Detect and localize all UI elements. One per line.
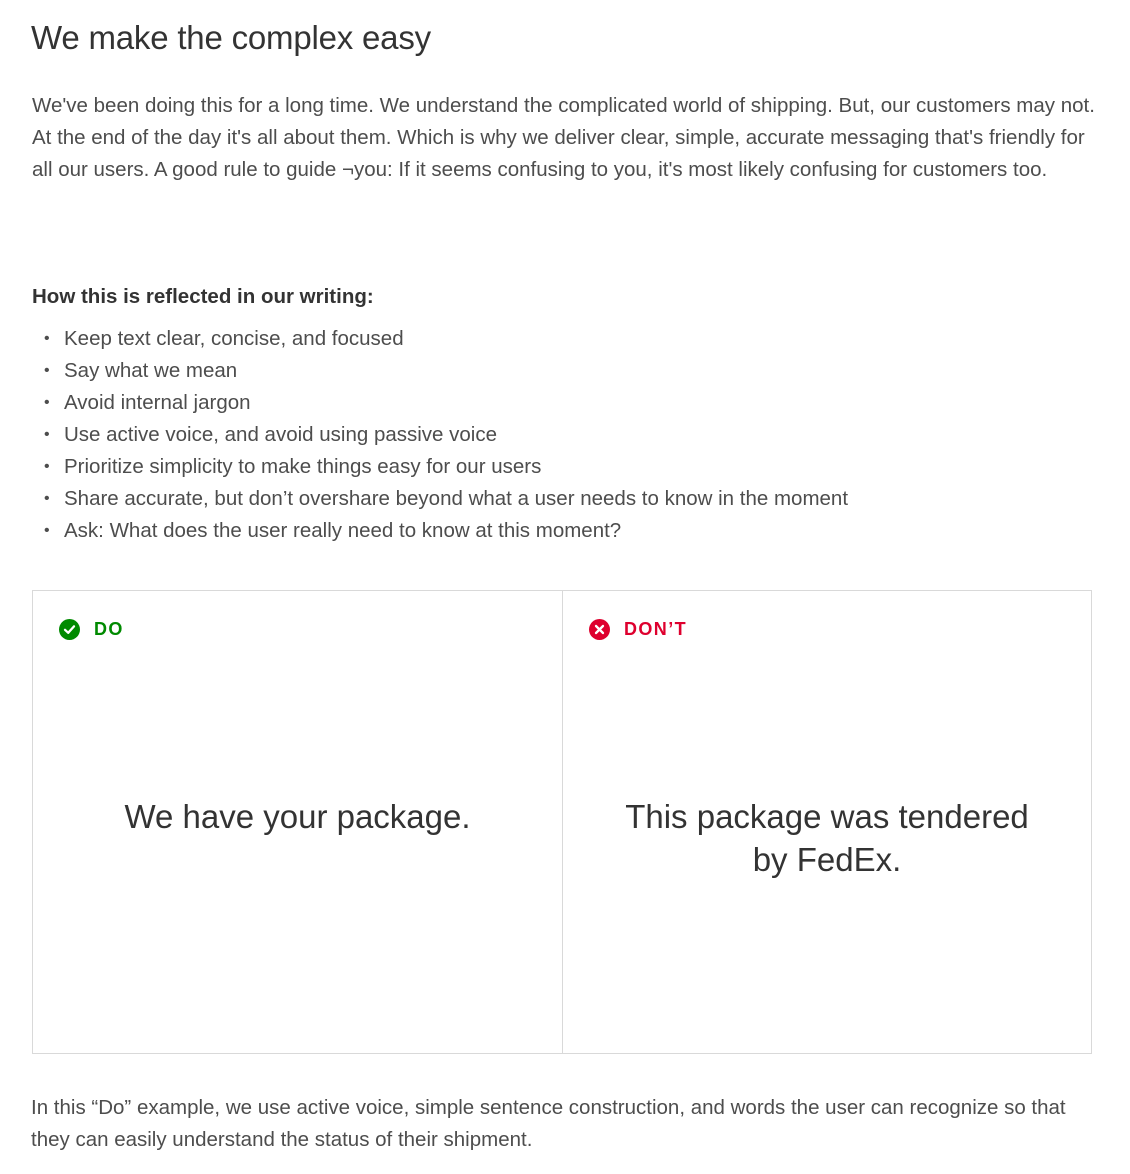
intro-paragraph: We've been doing this for a long time. We understand the complicated world of shipping. But, our customers may not. At the end of the day it's all about them. Which is why we deliver clear, simple, accurate messaging that's friendly for all our users. A good rule to guide ¬you: If it seems confusing to you, it's most likely confusing for customers too. [32, 94, 1095, 181]
guideline-item: • Keep text clear, concise, and focused [64, 323, 1104, 355]
guideline-item: • Prioritize simplicity to make things easy for our users [64, 451, 1104, 483]
page-title: We make the complex easy [31, 19, 431, 56]
do-label [59, 618, 124, 640]
do-example-text: We have your package. [124, 798, 471, 835]
do-label-text: DO [94, 619, 124, 639]
guideline-list [32, 323, 1104, 547]
dont-label [589, 618, 687, 640]
dont-label-text: DON’T [624, 619, 687, 639]
guideline-item: • Avoid internal jargon [64, 387, 1104, 419]
example-caption: In this “Do” example, we use active voice, simple sentence construction, and words the user can recognize so that they can easily understand the status of their shipment. [31, 1096, 1066, 1151]
dont-panel [562, 591, 1091, 1053]
guideline-item: • Use active voice, and avoid using passive voice [64, 419, 1104, 451]
x-circle-icon [589, 619, 610, 640]
do-panel [33, 591, 562, 1053]
guideline-item: • Say what we mean [64, 355, 1104, 387]
check-circle-icon [59, 619, 80, 640]
guideline-item: • Share accurate, but don’t overshare beyond what a user needs to know in the moment [64, 483, 1104, 515]
reflection-heading: How this is reflected in our writing: [32, 285, 374, 308]
do-dont-comparison [32, 590, 1092, 1054]
guideline-item: • Ask: What does the user really need to know at this moment? [64, 515, 1104, 547]
dont-example-text: This package was tendered by FedEx. [625, 798, 1029, 878]
